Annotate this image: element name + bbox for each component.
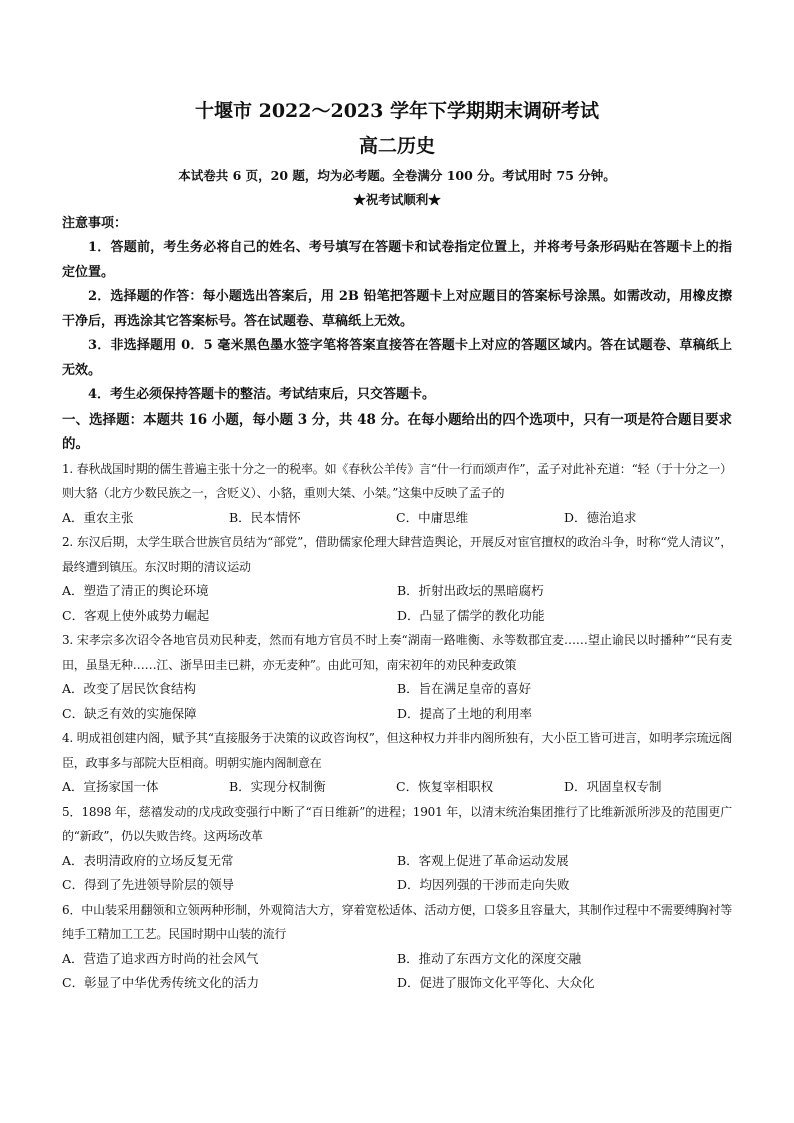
option-d: D．提高了土地的利用率 bbox=[397, 705, 533, 721]
option-d: D．凸显了儒学的教化功能 bbox=[397, 607, 545, 623]
option-d: D．巩固皇权专制 bbox=[564, 779, 662, 794]
option-c: C．彰显了中华优秀传统文化的活力 bbox=[62, 975, 260, 990]
option-b: B．民本情怀 bbox=[229, 509, 301, 525]
exam-title: 十堰市 2022～2023 学年下学期期末调研考试 bbox=[195, 100, 599, 122]
question-options-6 bbox=[62, 947, 732, 996]
option-b: B．折射出政坛的黑暗腐朽 bbox=[397, 583, 544, 598]
note-item: 4．考生必须保持答题卡的整洁。考试结束后，只交答题卡。 bbox=[88, 387, 436, 402]
option-d: D．促进了服饰文化平等化、大众化 bbox=[397, 975, 595, 990]
question-options-3 bbox=[62, 677, 732, 726]
note-item: 2．选择题的作答：每小题选出答案后，用 2B 铅笔把答题卡上对应题目的答案标号涂黑。如需改动，用橡皮擦干净后，再选涂其它答案标号。答在试题卷、草稿纸上无效。 bbox=[62, 289, 732, 329]
exam-info: 本试卷共 6 页，20 题，均为必考题。全卷满分 100 分。考试用时 75 分钟。 bbox=[178, 168, 616, 183]
option-c: C．客观上使外戚势力崛起 bbox=[62, 607, 210, 623]
option-c: C．缺乏有效的实施保障 bbox=[62, 705, 197, 721]
option-a: A．重农主张 bbox=[62, 509, 134, 525]
section-heading: 一、选择题：本题共 16 小题，每小题 3 分，共 48 分。在每小题给出的四个选项中，只有一项是符合题目要求的。 bbox=[62, 411, 732, 452]
option-b: B．客观上促进了革命运动发展 bbox=[397, 852, 569, 868]
option-c: C．中庸思维 bbox=[396, 509, 469, 525]
option-d: D．均因列强的干涉而走向失败 bbox=[397, 877, 570, 892]
option-d: D．德治追求 bbox=[564, 509, 637, 525]
question-stem-1: 1. 春秋战国时期的儒生普遍主张十分之一的税率。如《春秋公羊传》言“什一行而颂声作”，孟子对此补充道：“轻（于十分之一）则大貉（北方少数民族之一，含贬义）、小貉，重则大桀、小桀。”这集中反映了孟子的 bbox=[62, 461, 732, 500]
option-c: C．得到了先进领导阶层的领导 bbox=[62, 877, 235, 892]
question-stem-2: 2. 东汉后期，太学生联合世族官员结为“部党”，借助儒家伦理大肆营造舆论，开展反对宦官擅权的政治斗争，时称“党人清议”，最终遭到镇压。东汉时期的清议运动 bbox=[62, 535, 732, 574]
option-b: B．旨在满足皇帝的喜好 bbox=[397, 681, 532, 696]
option-a: A．改变了居民饮食结构 bbox=[62, 681, 197, 696]
notes-heading: 注意事项： bbox=[62, 216, 128, 231]
option-a: A．塑造了清正的舆论环境 bbox=[62, 583, 209, 598]
note-item: 3．非选择题用 0．5 毫米黑色墨水签字笔将答案直接答在答题卡上对应的答题区域内。答在试题卷、草稿纸上无效。 bbox=[62, 338, 732, 378]
question-options-4 bbox=[62, 775, 732, 800]
question-options-1 bbox=[62, 506, 732, 531]
question-stem-3: 3. 宋孝宗多次诏令各地官员劝民种麦，然而有地方官员不时上奏“湖南一路唯衡、永等数郡宜麦……望止谕民以时播种”“民有麦田，虽垦无种……江、浙旱田圭已耕，亦无麦种”。由此可知，南宋初年的劝民种麦政策 bbox=[62, 633, 732, 672]
question-options-2 bbox=[62, 579, 732, 628]
option-a: A．宣扬家国一体 bbox=[62, 779, 159, 794]
question-stem-6: 6．中山装采用翻领和立领两种形制，外观简洁大方，穿着宽松适体、活动方便，口袋多且容量大，其制作过程中不需要缚胸衬等纯手工精加工工艺。民国时期中山装的流行 bbox=[62, 902, 732, 941]
option-b: B．实现分权制衡 bbox=[229, 779, 326, 794]
exam-subject: 高二历史 bbox=[358, 135, 435, 157]
option-b: B．推动了东西方文化的深度交融 bbox=[397, 950, 582, 966]
option-a: A．营造了追求西方时尚的社会风气 bbox=[62, 950, 259, 966]
option-c: C．恢复宰相职权 bbox=[396, 779, 494, 794]
exam-page bbox=[62, 94, 732, 996]
note-item: 1．答题前，考生务必将自己的姓名、考号填写在答题卡和试卷指定位置上，并将考号条形码贴在答题卡上的指定位置。 bbox=[62, 240, 732, 280]
question-stem-4: 4. 明成祖创建内阁，赋予其“直接服务于决策的议政咨询权”，但这种权力并非内阁所独有，大小臣工皆可进言，如明孝宗琉远阁臣，政事多与部院大臣相商。明朝实施内阁制意在 bbox=[62, 731, 732, 770]
option-a: A．表明清政府的立场反复无常 bbox=[62, 852, 234, 868]
exam-wish: ★祝考试顺利★ bbox=[353, 192, 441, 207]
question-options-5 bbox=[62, 849, 732, 898]
question-stem-5: 5．1898 年，慈禧发动的戊戌政变强行中断了“百日维新”的进程；1901 年，以清末统治集团推行了比维新派所涉及的范围更广的“新政”，仍以失败告终。这两场改革 bbox=[62, 804, 732, 843]
